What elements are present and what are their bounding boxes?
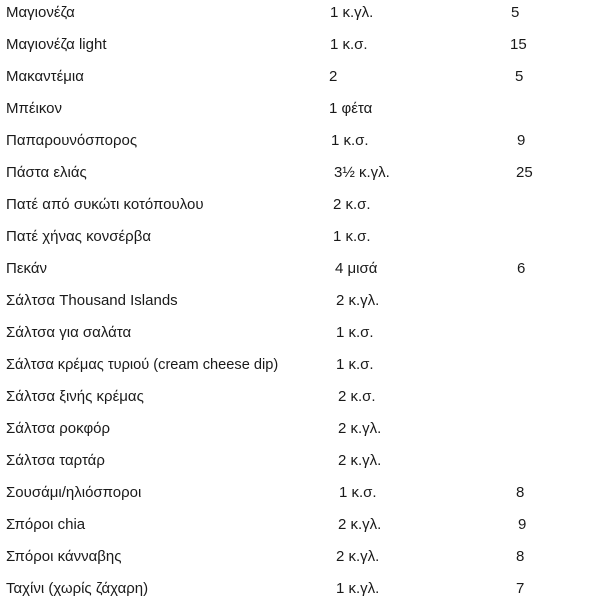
portion: 1 κ.σ. [336, 356, 374, 373]
portion: 2 κ.γλ. [338, 452, 382, 469]
table-row [0, 386, 600, 418]
table-row [0, 450, 600, 482]
value: 5 [511, 4, 520, 21]
portion: 1 φέτα [329, 100, 373, 117]
table-row [0, 514, 600, 546]
portion: 1 κ.γλ. [330, 4, 374, 21]
portion: 1 κ.σ. [336, 324, 374, 341]
food-name: Πατέ από συκώτι κοτόπουλου [6, 196, 204, 213]
table-row [0, 546, 600, 578]
portion: 2 κ.σ. [333, 196, 371, 213]
food-name: Σάλτσα κρέμας τυριού (cream cheese dip) [6, 357, 279, 373]
food-name: Μακαντέμια [6, 68, 84, 85]
portion: 1 κ.σ. [339, 484, 377, 501]
food-name: Ταχίνι (χωρίς ζάχαρη) [6, 580, 149, 597]
value: 25 [516, 164, 533, 181]
portion: 2 κ.γλ. [338, 420, 382, 437]
value: 7 [516, 580, 525, 597]
portion: 2 κ.σ. [338, 388, 376, 405]
value: 9 [517, 132, 526, 149]
food-name: Σάλτσα Thousand Islands [6, 292, 178, 309]
food-name: Πάστα ελιάς [6, 164, 87, 181]
table-row [0, 258, 600, 290]
table-row [0, 578, 600, 610]
food-name: Σάλτσα ταρτάρ [6, 452, 105, 469]
food-name: Σάλτσα για σαλάτα [6, 324, 132, 341]
table-row [0, 194, 600, 226]
value: 8 [516, 548, 525, 565]
portion: 1 κ.σ. [331, 132, 369, 149]
food-name: Μαγιονέζα light [6, 36, 107, 53]
food-name: Μπέικον [6, 100, 63, 117]
table-row [0, 162, 600, 194]
portion: 1 κ.γλ. [336, 580, 380, 597]
table-row [0, 322, 600, 354]
food-name: Σπόροι κάνναβης [6, 548, 122, 565]
table-row [0, 98, 600, 130]
portion: 2 κ.γλ. [336, 548, 380, 565]
table-row [0, 354, 600, 386]
food-name: Σάλτσα ροκφόρ [6, 420, 111, 437]
table-row [0, 130, 600, 162]
food-name: Σουσάμι/ηλιόσποροι [6, 484, 142, 501]
portion: 1 κ.σ. [333, 228, 371, 245]
value: 6 [517, 260, 526, 277]
value: 8 [516, 484, 525, 501]
portion: 1 κ.σ. [330, 36, 368, 53]
table-row [0, 226, 600, 258]
table-row [0, 482, 600, 514]
food-name: Πατέ χήνας κονσέρβα [6, 228, 152, 245]
table-row [0, 290, 600, 322]
value: 9 [518, 516, 527, 533]
portion: 2 κ.γλ. [338, 516, 382, 533]
food-name: Πεκάν [6, 260, 48, 277]
food-name: Σπόροι chia [6, 516, 86, 533]
table-row [0, 418, 600, 450]
value: 15 [510, 36, 527, 53]
food-name: Σάλτσα ξινής κρέμας [6, 388, 144, 405]
portion: 4 μισά [335, 260, 378, 277]
table-row [0, 2, 600, 34]
food-name: Παπαρουνόσπορος [6, 132, 138, 149]
table-row [0, 66, 600, 98]
portion: 2 [329, 68, 338, 85]
portion: 3½ κ.γλ. [334, 164, 390, 181]
portion: 2 κ.γλ. [336, 292, 380, 309]
table-row [0, 34, 600, 66]
food-name: Μαγιονέζα [6, 4, 75, 21]
value: 5 [515, 68, 524, 85]
